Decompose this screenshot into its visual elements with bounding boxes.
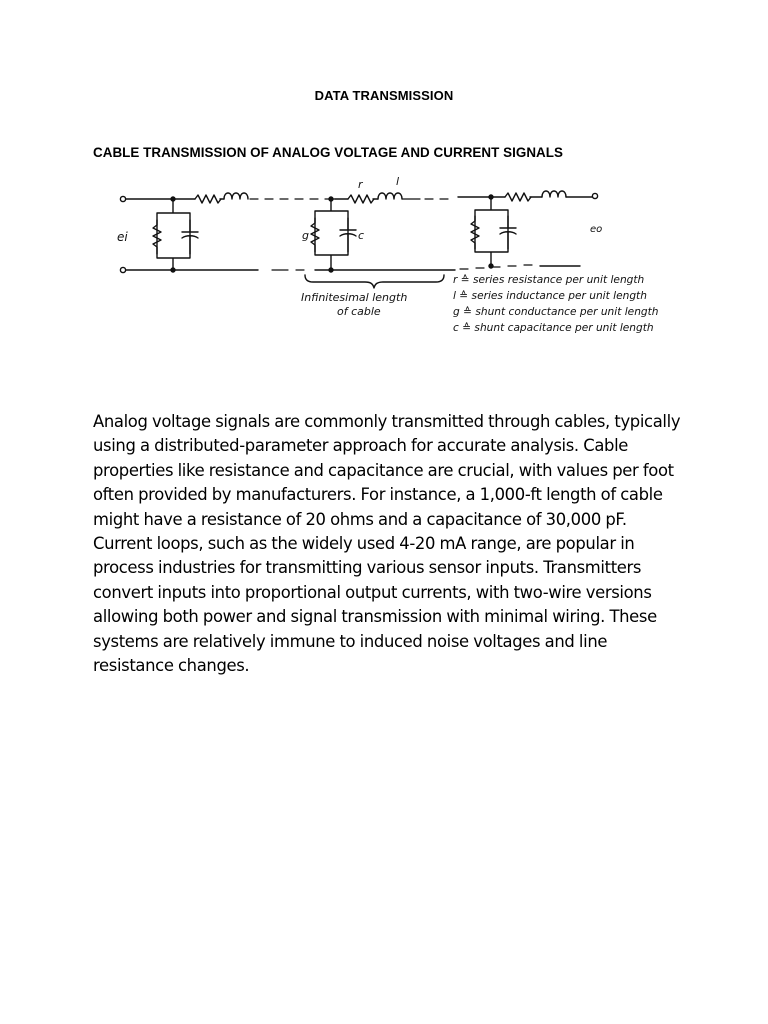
brace-caption-line1: Infinitesimal length	[301, 291, 408, 304]
shunt-capacitor-1	[182, 220, 198, 254]
series-resistor-2	[348, 195, 374, 203]
circuit-schematic	[110, 170, 670, 342]
input-terminal-top	[120, 196, 125, 201]
g-label: g	[302, 229, 309, 242]
document-title: DATA TRANSMISSION	[314, 88, 454, 103]
output-voltage-label: eo	[590, 224, 603, 235]
section-brace	[305, 275, 444, 288]
series-inductor-3	[542, 191, 566, 197]
series-inductor-2	[378, 193, 402, 199]
shunt-capacitor-2	[340, 218, 356, 252]
output-terminal-top	[592, 193, 597, 198]
input-voltage-label: ei	[117, 230, 128, 244]
legend-line-c: c ≙ shunt capacitance per unit length	[453, 322, 654, 334]
series-resistor-1	[195, 195, 221, 203]
brace-caption-line2: of cable	[337, 305, 381, 318]
legend-line-r: r ≙ series resistance per unit length	[453, 274, 645, 286]
series-inductor-1	[224, 193, 248, 199]
legend-line-g: g ≙ shunt conductance per unit length	[453, 306, 659, 318]
r-label: r	[358, 178, 363, 191]
c-label: c	[358, 229, 365, 242]
input-terminal-bottom	[120, 267, 125, 272]
body-paragraph: Analog voltage signals are commonly transmitted through cables, typically using a distributed-parameter approach for accurate analysis. Cable properties like resistance and capacitance are crucial, with values per foot often provided by manufacturers. For instance, a 1,000-ft length of cable might have a resistance of 20 ohms and a capacitance of 30,000 pF. Current loops, such as the widely used 4-20 mA range, are popular in process industries for transmitting various sensor inputs. Transmitters convert inputs into proportional output currents, with two-wire versions allowing both power and signal transmission with minimal wiring. These systems are relatively immune to induced noise voltages and line resistance changes.	[93, 412, 681, 676]
section-heading: CABLE TRANSMISSION OF ANALOG VOLTAGE AND CURRENT SIGNALS	[93, 145, 563, 160]
shunt-capacitor-3	[500, 216, 516, 249]
l-label: l	[396, 175, 400, 188]
series-resistor-3	[505, 193, 531, 201]
legend-line-l: l ≙ series inductance per unit length	[453, 290, 647, 302]
cable-circuit-diagram	[110, 170, 670, 342]
